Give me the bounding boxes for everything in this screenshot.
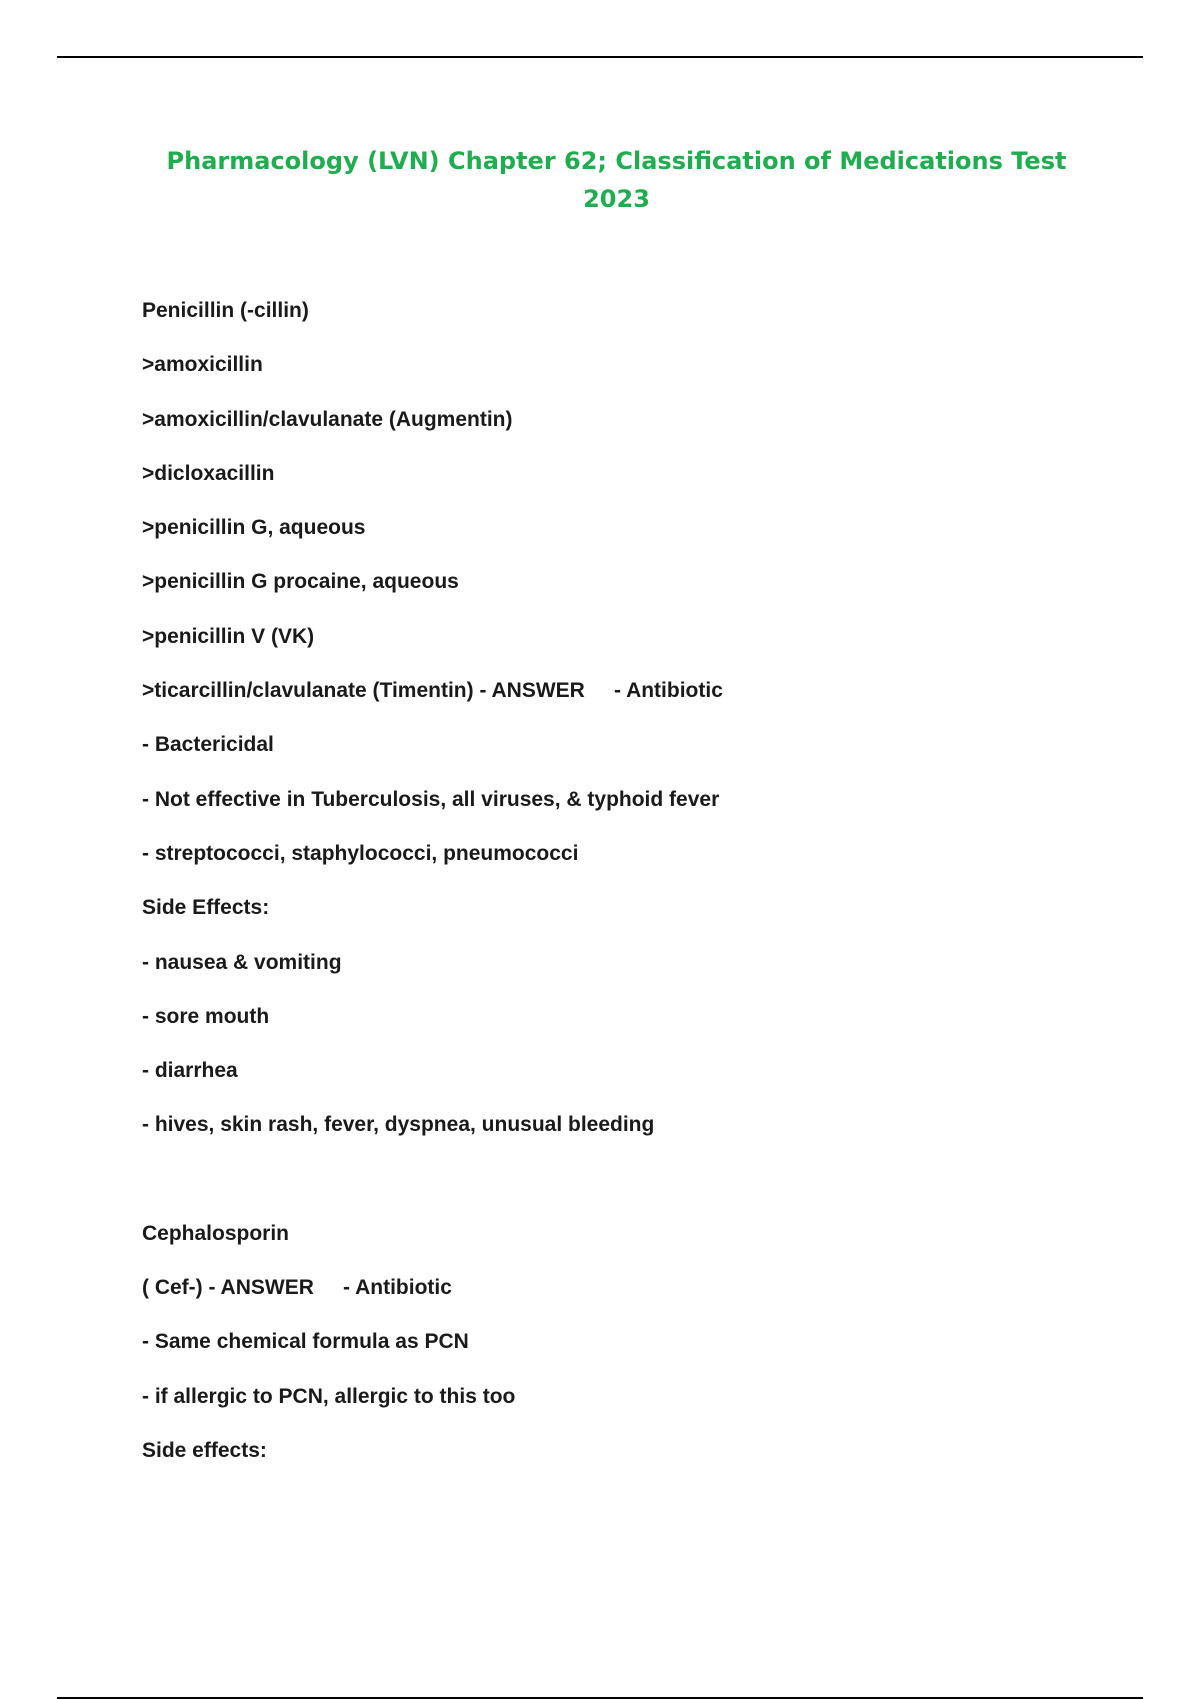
text-line: Cephalosporin bbox=[142, 1221, 290, 1245]
text-line: >amoxicillin/clavulanate (Augmentin) bbox=[142, 407, 513, 431]
text-line: - Bactericidal bbox=[142, 733, 274, 757]
text-line: - sore mouth bbox=[142, 1004, 270, 1028]
text-line: >ticarcillin/clavulanate (Timentin) - ANSWER - Antibiotic bbox=[142, 679, 723, 703]
section-cephalosporin bbox=[142, 1220, 1102, 1491]
text-line: Side effects: bbox=[142, 1438, 267, 1462]
text-line: >penicillin G procaine, aqueous bbox=[142, 570, 459, 594]
text-line: - streptococci, staphylococci, pneumococci bbox=[142, 841, 579, 865]
text-line: >amoxicillin bbox=[142, 353, 263, 377]
text-line: - nausea & vomiting bbox=[142, 950, 342, 974]
text-line: Side Effects: bbox=[142, 896, 270, 920]
text-line: ( Cef-) - ANSWER - Antibiotic bbox=[142, 1276, 452, 1300]
document-body bbox=[142, 297, 1102, 1491]
text-line: - hives, skin rash, fever, dyspnea, unusual bleeding bbox=[142, 1113, 655, 1137]
text-line: >penicillin V (VK) bbox=[142, 624, 315, 648]
text-line: >dicloxacillin bbox=[142, 461, 275, 485]
text-line: - Same chemical formula as PCN bbox=[142, 1330, 469, 1354]
text-line: Penicillin (-cillin) bbox=[142, 299, 309, 322]
section-penicillin bbox=[142, 297, 1102, 1166]
text-line: >penicillin G, aqueous bbox=[142, 516, 366, 540]
document-title: Pharmacology (LVN) Chapter 62; Classification of Medications Test 2023 bbox=[166, 147, 1067, 213]
text-line: - Not effective in Tuberculosis, all viruses, & typhoid fever bbox=[142, 787, 720, 811]
text-line: - diarrhea bbox=[142, 1059, 238, 1083]
text-line: - if allergic to PCN, allergic to this too bbox=[142, 1384, 516, 1408]
top-rule bbox=[57, 56, 1143, 58]
bottom-rule bbox=[57, 1697, 1143, 1699]
